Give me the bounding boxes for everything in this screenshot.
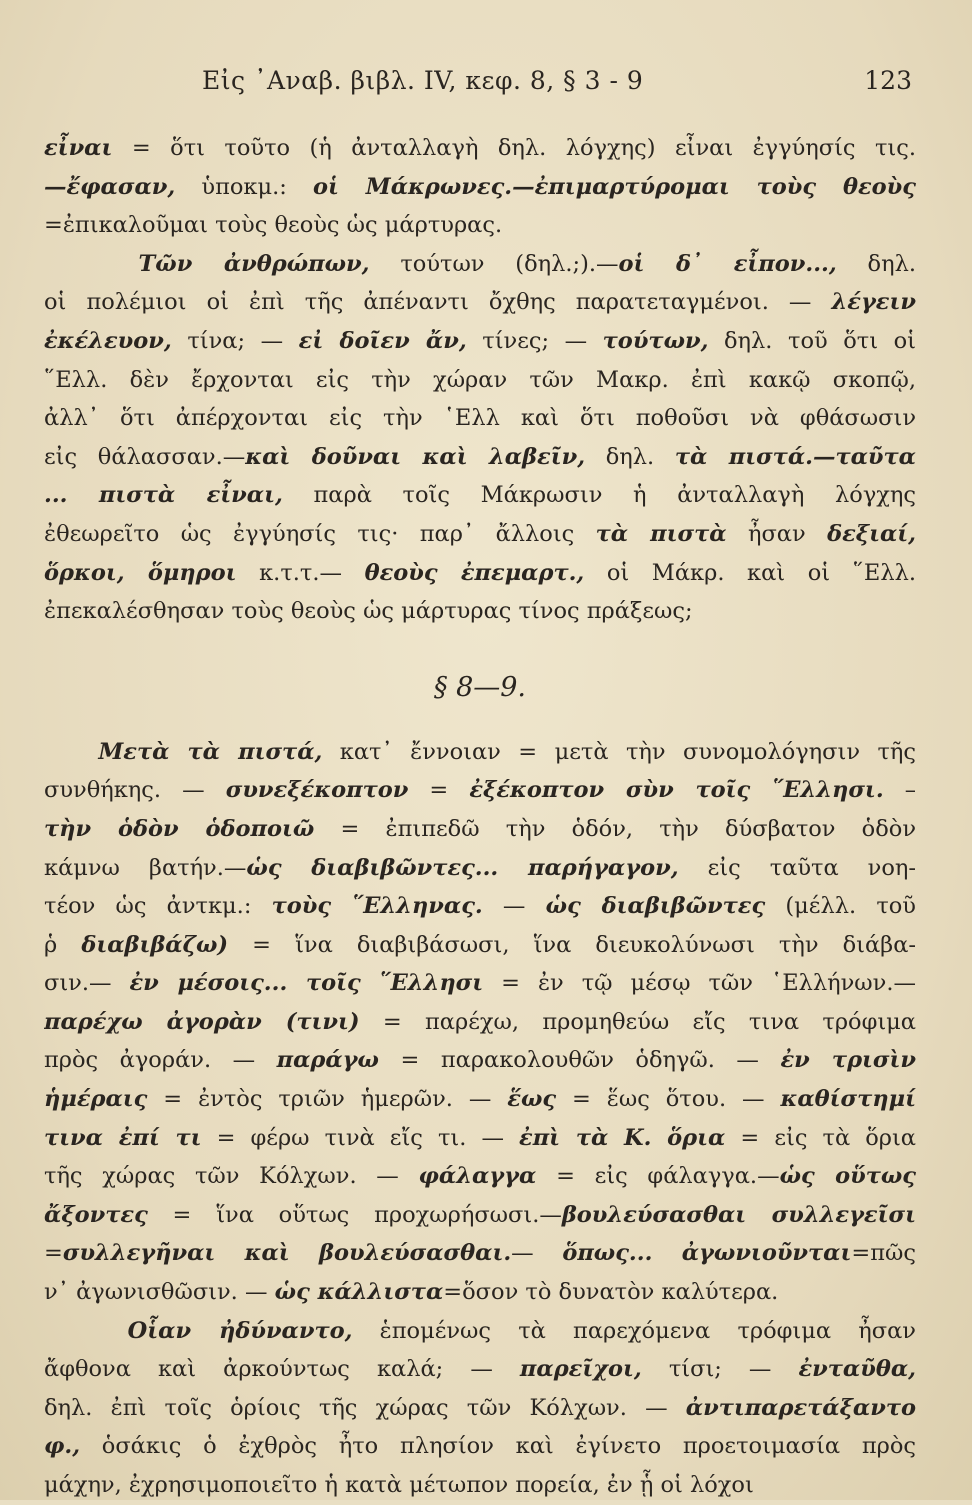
text-line [44, 1350, 916, 1389]
gloss-text: — [482, 893, 546, 920]
lemma-text: ἐξέκοπτον σὺν τοῖς ῞Ελλησι. [469, 777, 884, 804]
gloss-text: κατ᾿ ἔννοιαν = μετὰ τὴν συνομολόγησιν τῆς [322, 738, 916, 765]
running-title: Εἰς ᾿Αναβ. βιβλ. IV, κεφ. 8, § 3 - 9 [202, 66, 644, 95]
text-line [44, 926, 916, 965]
gloss-text: ῞Ελλ. δὲν ἔρχονται εἰς τὴν χώραν τῶν Μακρ. ἐπὶ κακῷ σκοπῷ, [44, 366, 916, 393]
text-line [44, 1273, 916, 1312]
lemma-text: ἐν μέσοις... τοῖς ῞Ελλησι [129, 970, 484, 997]
text-line [44, 1080, 916, 1119]
lemma-text: ὡς διαβιβῶντες [545, 893, 766, 920]
text-line [44, 1389, 916, 1428]
lemma-text: συνεξέκοπτον [225, 777, 409, 804]
gloss-text: = ἵνα οὕτως προχωρήσωσι.— [147, 1201, 562, 1228]
gloss-text: πρὸς ἀγοράν. — [44, 1047, 277, 1074]
text-line [44, 361, 916, 400]
gloss-text: ἐθεωρεῖτο ὡς ἐγγύησίς τις· παρ᾿ ἄλλοις [44, 520, 596, 547]
gloss-text: = ἐν τῷ μέσῳ τῶν ῾Ελλήνων.— [483, 970, 916, 997]
text-line [44, 1196, 916, 1235]
commentary-text [44, 129, 916, 1505]
gloss-text: δηλ. τοῦ ὅτι οἱ [708, 327, 916, 354]
gloss-text: = ἐπιπεδῶ τὴν ὁδόν, τὴν δύσβατον ὁδὸν [314, 815, 916, 842]
lemma-text: παρεῖχοι, [519, 1356, 642, 1383]
text-line [44, 245, 916, 284]
page-number: 123 [864, 66, 912, 95]
lemma-text: τὴν ὁδὸν ὁδοποιῶ [44, 815, 315, 842]
lemma-text: ἐνταῦθα, [798, 1356, 916, 1383]
lemma-text: τὰ πιστά.—ταῦτα [674, 443, 916, 470]
text-line [44, 1427, 916, 1466]
gloss-text: ῥ [44, 931, 82, 958]
lemma-text: ὡς κάλλιστα [274, 1279, 444, 1306]
gloss-text: τέον ὡς ἀντκμ.: [44, 893, 272, 920]
lemma-text: διαβιβάζω) [81, 931, 229, 958]
commentary-block-top [44, 129, 916, 631]
lemma-text: Μετὰ τὰ πιστά, [44, 738, 323, 765]
gloss-text: τίνες; — [466, 327, 603, 354]
lemma-text: εἰ δοῖεν ἄν, [298, 327, 467, 354]
gloss-text: εἰς ταῦτα νοη- [678, 854, 916, 881]
gloss-text: = παρακολουθῶν ὁδηγῶ. — [378, 1047, 781, 1074]
lemma-text: ἡμέραις [44, 1086, 148, 1113]
gloss-text: ἐπεκαλέσθησαν τοὺς θεοὺς ὡς μάρτυρας τίνος πράξεως; [44, 598, 693, 625]
lemma-text: ἐπὶ τὰ Κ. ὅρια [519, 1124, 726, 1151]
text-line [44, 206, 916, 245]
gloss-text: συνθήκης. — [44, 777, 226, 804]
gloss-text: ἑπομένως τὰ παρεχόμενα τρόφιμα ἦσαν [352, 1317, 916, 1344]
lemma-text: παράγω [276, 1047, 379, 1074]
lemma-text: τοὺς ῞Ελληνας. [271, 893, 483, 920]
gloss-text: τῆς χώρας τῶν Κόλχων. — [44, 1163, 419, 1190]
gloss-text: οἱ Μάκρ. καὶ οἱ ῞Ελλ. [584, 559, 916, 586]
gloss-text: ἀλλ᾿ ὅτι ἀπέρχονται εἰς τὴν ῾Ελλ καὶ ὅτι ποθοῦσι νὰ φθάσωσιν [44, 405, 916, 432]
gloss-text: ὁσάκις ὁ ἐχθρὸς ἦτο πλησίον καὶ ἐγίνετο προετοιμασία πρὸς [80, 1433, 916, 1460]
lemma-text: ... πιστὰ εἶναι, [44, 482, 283, 509]
text-line [44, 771, 916, 810]
lemma-text: παρέχω ἀγορὰν (τινι) [44, 1008, 360, 1035]
gloss-text: κ.τ.τ.— [236, 559, 365, 586]
gloss-text: ν᾿ ἀγωνισθῶσιν. — [44, 1279, 275, 1306]
gloss-text: = ἵνα διαβιβάσωσι, ἵνα διευκολύνωσι τὴν διάβα- [228, 931, 916, 958]
lemma-text: ὅρκοι, ὅμηροι [44, 559, 237, 586]
lemma-text: Τῶν ἀνθρώπων, [44, 250, 370, 277]
lemma-text: Οἷαν ἠδύναντο, [44, 1317, 353, 1344]
lemma-text: τινα ἐπί τι [44, 1124, 202, 1151]
gloss-text: εἰς θάλασσαν.— [44, 443, 246, 470]
text-line [44, 129, 916, 168]
gloss-text: = ἐντὸς τριῶν ἡμερῶν. — [147, 1086, 508, 1113]
gloss-text: ἄφθονα καὶ ἀρκούντως καλά; — [44, 1356, 520, 1383]
gloss-text: = ἕως ὅτου. — [556, 1086, 781, 1113]
lemma-text: καθίστημί [780, 1086, 916, 1113]
text-line [44, 733, 916, 772]
gloss-text: =ὅσον τὸ δυνατὸν καλύτερα. [443, 1279, 779, 1306]
gloss-text: τούτων (δηλ.;).— [369, 250, 619, 277]
lemma-text: καὶ δοῦναι καὶ λαβεῖν, [245, 443, 586, 470]
lemma-text: συλλεγῆναι καὶ βουλεύσασθαι. [62, 1240, 512, 1267]
gloss-text: οἱ πολέμιοι οἱ ἐπὶ τῆς ἀπέναντι ὄχθης παρατεταγμένοι. — [44, 289, 832, 316]
text-line [44, 1041, 916, 1080]
gloss-text: = εἰς τὰ ὅρια [725, 1124, 916, 1151]
text-line [44, 399, 916, 438]
gloss-text: =ἐπικαλοῦμαι τοὺς θεοὺς ὡς μάρτυρας. [44, 212, 503, 239]
text-line [44, 887, 916, 926]
text-line [44, 168, 916, 207]
text-line [44, 592, 916, 631]
gloss-text: κάμνω βατήν.— [44, 854, 247, 881]
lemma-text: τὰ πιστὰ [595, 520, 727, 547]
lemma-text: ὡς οὕτως [779, 1163, 916, 1190]
text-line [44, 1119, 916, 1158]
text-line [44, 283, 916, 322]
gloss-text: = [44, 1240, 63, 1267]
gloss-text: – [883, 777, 916, 804]
gloss-text: = [408, 777, 470, 804]
gloss-text: δηλ. ἐπὶ τοῖς ὁρίοις τῆς χώρας τῶν Κόλχων. — [44, 1394, 686, 1421]
gloss-text: = εἰς φάλαγγα.— [536, 1163, 780, 1190]
lemma-text: ὅπως... ἀγωνιοῦνται [562, 1240, 852, 1267]
section-heading: § 8—9. [433, 671, 527, 703]
lemma-text: ἀντιπαρετάξαντο [685, 1394, 916, 1421]
gloss-text: ὑποκμ.: [175, 173, 314, 200]
gloss-text: παρὰ τοῖς Μάκρωσιν ἡ ἀνταλλαγὴ λόγχης [282, 482, 916, 509]
text-line [44, 515, 916, 554]
text-line [44, 1234, 916, 1273]
gloss-text: σιν.— [44, 970, 130, 997]
lemma-text: ἄξοντες [44, 1201, 148, 1228]
lemma-text: οἱ Μάκρωνες.—ἐπιμαρτύρομαι τοὺς θεοὺς [313, 173, 916, 200]
text-line [44, 1003, 916, 1042]
text-line [44, 554, 916, 593]
lemma-text: ἕως [507, 1086, 557, 1113]
gloss-text: ἦσαν [726, 520, 828, 547]
gloss-text: τίσι; — [641, 1356, 799, 1383]
gloss-text: (μέλλ. τοῦ [765, 893, 916, 920]
lemma-text: δεξιαί, [827, 520, 916, 547]
gloss-text: — [511, 1240, 563, 1267]
gloss-text: = παρέχω, προμηθεύω εἴς τινα τρόφιμα [359, 1008, 916, 1035]
text-line [44, 849, 916, 888]
page-header [44, 66, 912, 110]
lemma-text: ὡς διαβιβῶντες... παρήγαγον, [246, 854, 679, 881]
lemma-text: ἐν τρισὶν [780, 1047, 916, 1074]
commentary-block-bottom [44, 733, 916, 1505]
lemma-text: οἱ δ᾿ εἶπον..., [618, 250, 837, 277]
gloss-text: = ὅτι τοῦτο (ἡ ἀνταλλαγὴ δηλ. λόγχης) εἶναι ἐγγύησίς τις. [112, 135, 916, 161]
text-line [44, 322, 916, 361]
lemma-text: λέγειν [831, 289, 916, 316]
text-line [44, 1157, 916, 1196]
text-line [44, 1312, 916, 1351]
text-line [44, 1466, 916, 1505]
lemma-text: φ., [44, 1433, 81, 1460]
text-line [44, 438, 916, 477]
lemma-text: θεοὺς ἐπεμαρτ., [364, 559, 585, 586]
lemma-text: ἐκέλευον, [44, 327, 172, 354]
lemma-text: βουλεύσασθαι συλλεγεῖσι [561, 1201, 916, 1228]
gloss-text: δηλ. [585, 443, 675, 470]
gloss-text: =πῶς [851, 1240, 916, 1267]
lemma-text: εἶναι [44, 135, 113, 161]
text-line [44, 810, 916, 849]
lemma-text: —ἔφασαν, [44, 173, 176, 200]
gloss-text: δηλ. [836, 250, 916, 277]
text-line [44, 476, 916, 515]
gloss-text: τίνα; — [171, 327, 299, 354]
gloss-text: = φέρω τινὰ εἴς τι. — [201, 1124, 520, 1151]
lemma-text: φάλαγγα [418, 1163, 537, 1190]
text-line [44, 964, 916, 1003]
gloss-text: μάχην, ἐχρησιμοποιεῖτο ἡ κατὰ μέτωπον πορεία, ἐν ᾗ οἱ λόχοι [44, 1472, 754, 1498]
lemma-text: τούτων, [602, 327, 709, 354]
